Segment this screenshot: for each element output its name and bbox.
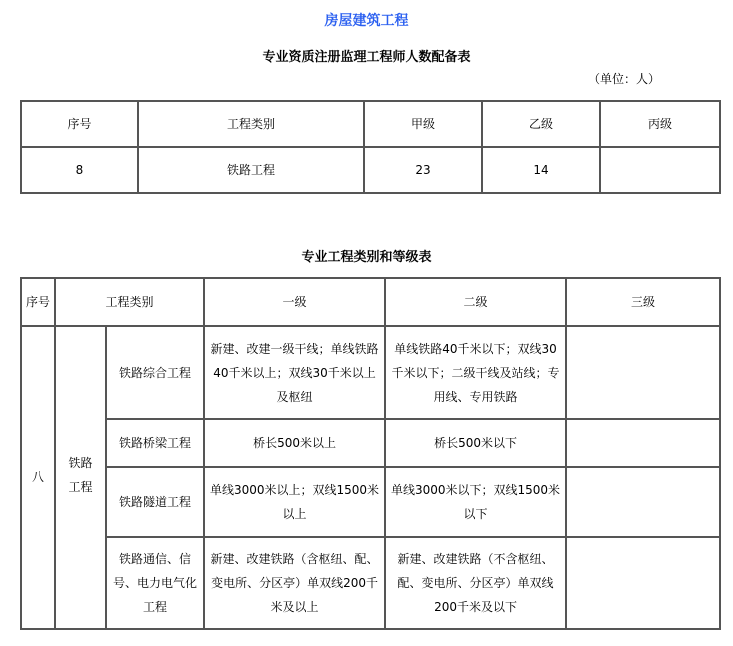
cell-type: 铁路综合工程 [106, 326, 204, 419]
cell-level1: 新建、改建铁路（含枢纽、配、变电所、分区亭）单双线200千米及以上 [204, 537, 385, 629]
header-cell: 甲级 [364, 101, 482, 147]
cell-group-name: 铁路工程 [55, 326, 106, 629]
header-cell: 序号 [21, 278, 55, 326]
cell-category: 铁路工程 [138, 147, 364, 193]
table-row [21, 326, 720, 419]
table-header-row [21, 101, 720, 147]
cell-level2: 单线3000米以下；双线1500米以下 [385, 467, 566, 537]
header-cell: 工程类别 [138, 101, 364, 147]
staffing-table [20, 100, 721, 194]
cell-level2: 桥长500米以下 [385, 419, 566, 467]
table1-caption: 专业资质注册监理工程师人数配备表 [262, 50, 471, 65]
header-cell: 一级 [204, 278, 385, 326]
cell-level1: 新建、改建一级干线；单线铁路40千米以上；双线30千米以上及枢纽 [204, 326, 385, 419]
cell-level1: 单线3000米以上；双线1500米以上 [204, 467, 385, 537]
cell-grade-c [600, 147, 720, 193]
table-row [21, 419, 720, 467]
table-row [21, 467, 720, 537]
cell-type: 铁路桥梁工程 [106, 419, 204, 467]
category-level-table [20, 277, 721, 630]
table2-caption: 专业工程类别和等级表 [301, 250, 432, 265]
table-row [21, 537, 720, 629]
header-cell: 三级 [566, 278, 720, 326]
cell-no: 8 [21, 147, 138, 193]
page-title: 房屋建筑工程 [324, 13, 409, 29]
cell-level2: 新建、改建铁路（不含枢纽、配、变电所、分区亭）单双线200千米及以下 [385, 537, 566, 629]
header-cell: 乙级 [482, 101, 600, 147]
table-row [21, 147, 720, 193]
cell-group-no: 八 [21, 326, 55, 629]
cell-level3 [566, 326, 720, 419]
cell-level1: 桥长500米以上 [204, 419, 385, 467]
cell-type: 铁路隧道工程 [106, 467, 204, 537]
unit-label: （单位：人） [588, 72, 661, 86]
table-header-row [21, 278, 720, 326]
header-cell: 丙级 [600, 101, 720, 147]
header-cell: 工程类别 [55, 278, 204, 326]
cell-grade-b: 14 [482, 147, 600, 193]
cell-level2: 单线铁路40千米以下；双线30千米以下；二级干线及站线；专用线、专用铁路 [385, 326, 566, 419]
cell-level3 [566, 467, 720, 537]
header-cell: 二级 [385, 278, 566, 326]
header-cell: 序号 [21, 101, 138, 147]
cell-grade-a: 23 [364, 147, 482, 193]
cell-type: 铁路通信、信号、电力电气化工程 [106, 537, 204, 629]
cell-level3 [566, 537, 720, 629]
cell-level3 [566, 419, 720, 467]
